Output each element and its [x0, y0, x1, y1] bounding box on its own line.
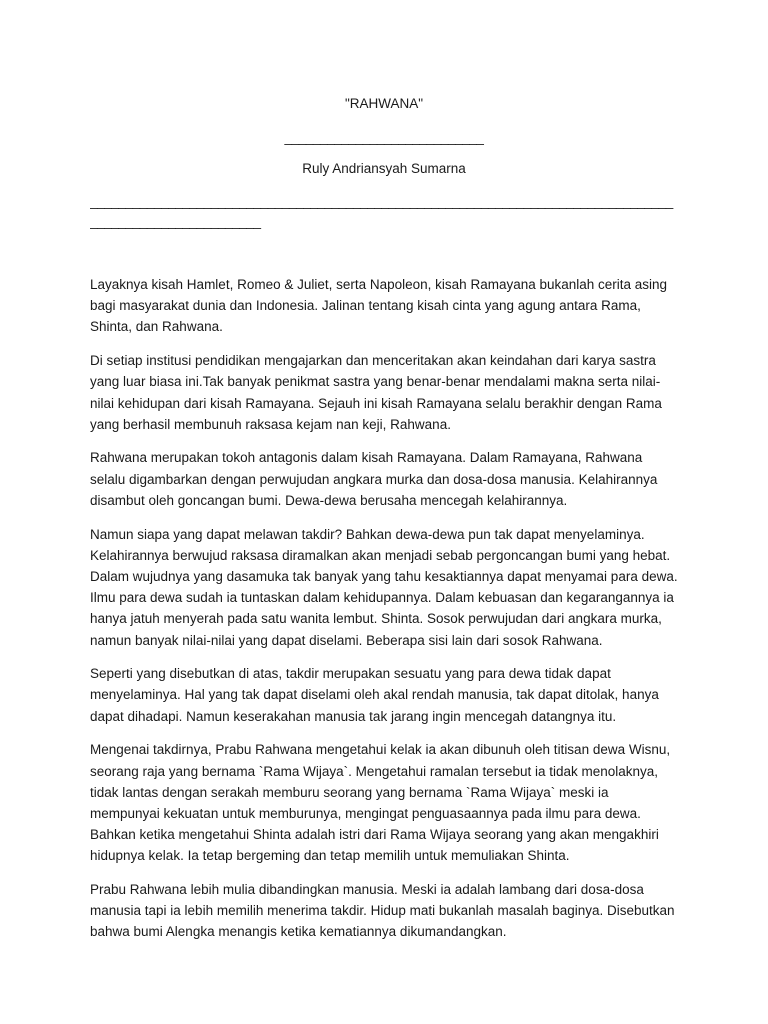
paragraph: Seperti yang disebutkan di atas, takdir merupakan sesuatu yang para dewa tidak dapat menyelaminya. Hal yang tak dapat diselami oleh akal rendah manusia, tak dapat ditolak, hanya dapat dihadapi. Namun keserakahan manusia tak jarang ingin mencegah datangnya itu. [90, 666, 659, 724]
paragraph: Namun siapa yang dapat melawan takdir? Bahkan dewa-dewa pun tak dapat menyelaminya. Kelahirannya berwujud raksasa diramalkan akan menjadi sebab pergoncangan bumi yang hebat. Dalam wujudnya yang dasamuka tak banyak yang tahu kesaktiannya dapat menyamai para dewa. Ilmu para dewa sudah ia tuntaskan dalam kehidupannya. Dalam kebuasan dan kegarangannya ia hanya jatuh menyerah pada satu wanita lembut. Shinta. Sosok perwujudan dari angkara murka, namun banyak nilai-nilai yang dapat diselami. Beberapa sisi lain dari sosok Rahwana. [90, 526, 678, 648]
separator-line: __________________________________________________________________________________________________________ [90, 194, 673, 229]
title-underline: ____________________________ [284, 130, 484, 145]
paragraph: Layaknya kisah Hamlet, Romeo & Juliet, serta Napoleon, kisah Ramayana bukanlah cerita asing bagi masyarakat dunia dan Indonesia. Jalinan tentang kisah cinta yang agung antara Rama, Shinta, dan Rahwana. [90, 277, 668, 335]
author-name: Ruly Andriansyah Sumarna [302, 161, 466, 176]
document-title: "RAHWANA" [344, 96, 424, 111]
paragraph: Rahwana merupakan tokoh antagonis dalam kisah Ramayana. Dalam Ramayana, Rahwana selalu digambarkan dengan perwujudan angkara murka dan dosa-dosa manusia. Kelahirannya disambut oleh goncangan bumi. Dewa-dewa berusaha mencegah kelahirannya. [90, 450, 658, 508]
paragraph: Prabu Rahwana lebih mulia dibandingkan manusia. Meski ia adalah lambang dari dosa-dosa manusia tapi ia lebih memilih menerima takdir. Hidup mati bukanlah masalah baginya. Disebutkan bahwa bumi Alengka menangis ketika kematiannya dikumandangkan. [90, 882, 675, 940]
paragraph: Di setiap institusi pendidikan mengajarkan dan menceritakan akan keindahan dari karya sastra yang luar biasa ini.Tak banyak penikmat sastra yang benar-benar mendalami makna serta nilai-nilai kehidupan dari kisah Ramayana. Sejauh ini kisah Ramayana selalu berakhir dengan Rama yang berhasil membunuh raksasa kejam nan keji, Rahwana. [90, 353, 662, 432]
paragraph: Mengenai takdirnya, Prabu Rahwana mengetahui kelak ia akan dibunuh oleh titisan dewa Wisnu, seorang raja yang bernama `Rama Wijaya`. Mengetahui ramalan tersebut ia tidak menolaknya, tidak lantas dengan serakah memburu seorang yang bernama `Rama Wijaya` meski ia mempunyai kekuatan untuk memburunya, mengingat penguasaannya pada ilmu para dewa. Bahkan ketika mengetahui Shinta adalah istri dari Rama Wijaya seorang yang akan mengakhiri hidupnya kelak. Ia tetap bergeming dan tetap memilih untuk memuliakan Shinta. [90, 742, 671, 864]
document-body [90, 274, 678, 955]
